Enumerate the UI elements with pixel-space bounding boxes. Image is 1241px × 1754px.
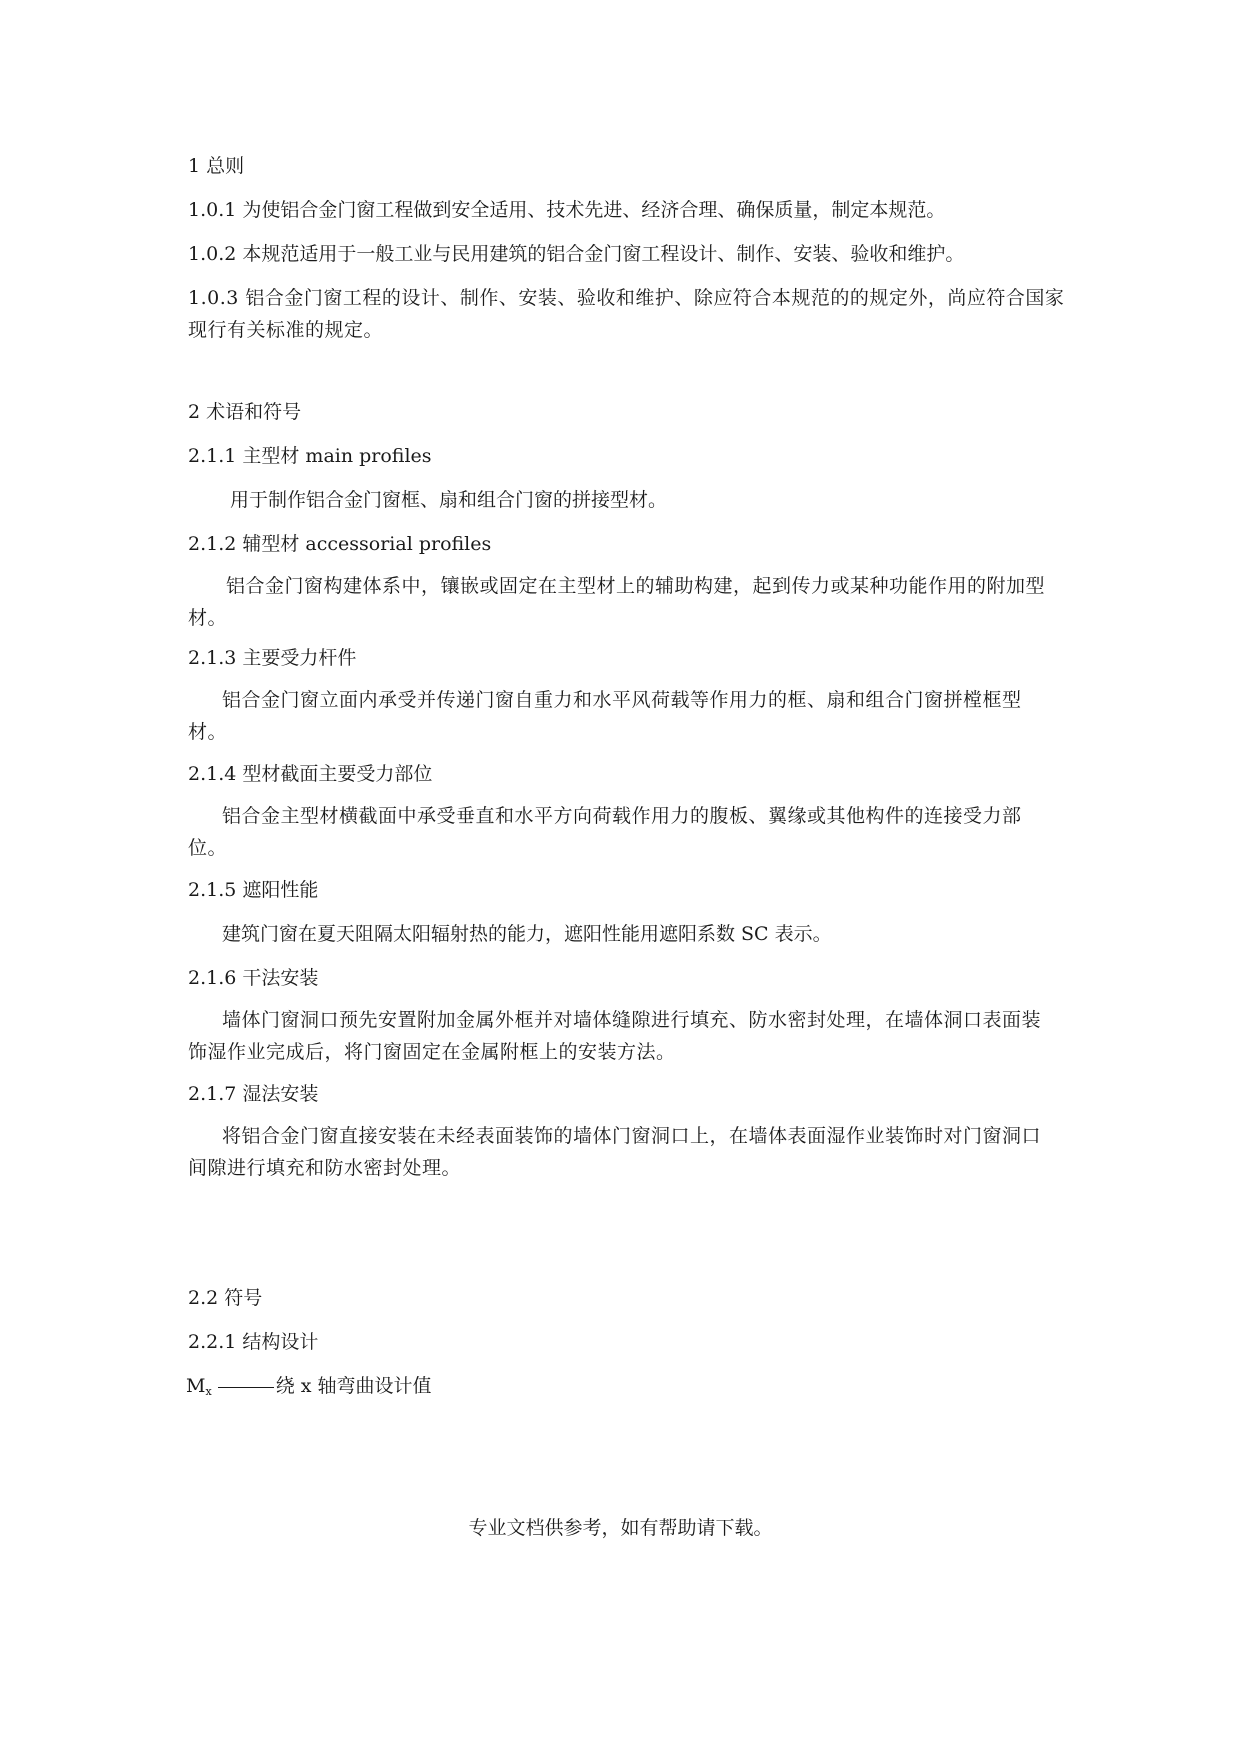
clause-2-1-1-title: 2.1.1 主型材 main profiles xyxy=(188,445,432,467)
clause-1-0-2: 1.0.2 本规范适用于一般工业与民用建筑的铝合金门窗工程设计、制作、安装、验收和维护。 xyxy=(188,243,965,265)
clause-2-1-4-title: 2.1.4 型材截面主要受力部位 xyxy=(188,763,433,785)
clause-2-1-1-body: 用于制作铝合金门窗框、扇和组合门窗的拼接型材。 xyxy=(230,489,668,511)
clause-2-1-2-title: 2.1.2 辅型材 accessorial profiles xyxy=(188,533,492,555)
clause-2-1-7-body: 将铝合金门窗直接安装在未经表面装饰的墙体门窗洞口上，在墙体表面湿作业装饰时对门窗洞口间隙进行填充和防水密封处理。 xyxy=(188,1125,1042,1179)
section-2-2-title: 2.2 符号 xyxy=(188,1287,263,1309)
clause-2-1-6-title: 2.1.6 干法安装 xyxy=(188,967,319,989)
section-1-title: 1 总则 xyxy=(188,155,245,177)
symbol-description: 绕 x 轴弯曲设计值 xyxy=(275,1375,432,1397)
section-2-title: 2 术语和符号 xyxy=(188,401,302,423)
clause-2-1-3-body: 铝合金门窗立面内承受并传递门窗自重力和水平风荷载等作用力的框、扇和组合门窗拼樘框型材。 xyxy=(188,689,1022,743)
clause-2-1-5-title: 2.1.5 遮阳性能 xyxy=(188,879,319,901)
clause-2-2-1-title: 2.2.1 结构设计 xyxy=(188,1331,319,1353)
clause-2-1-7-title: 2.1.7 湿法安装 xyxy=(188,1083,319,1105)
clause-1-0-3: 1.0.3 铝合金门窗工程的设计、制作、安装、验收和维护、除应符合本规范的的规定外，尚应符合国家现行有关标准的规定。 xyxy=(188,287,1065,341)
clause-2-1-4-body: 铝合金主型材横截面中承受垂直和水平方向荷载作用力的腹板、翼缘或其他构件的连接受力部位。 xyxy=(188,805,1022,859)
clause-2-1-3-title: 2.1.3 主要受力杆件 xyxy=(188,647,357,669)
page-footer: 专业文档供参考，如有帮助请下载。 xyxy=(468,1517,773,1539)
symbol-subscript-x: x xyxy=(205,1385,212,1398)
clause-1-0-1: 1.0.1 为使铝合金门窗工程做到安全适用、技术先进、经济合理、确保质量，制定本规范。 xyxy=(188,199,946,221)
symbol-mx-definition xyxy=(186,1374,431,1404)
clause-2-1-6-body: 墙体门窗洞口预先安置附加金属外框并对墙体缝隙进行填充、防水密封处理，在墙体洞口表面装饰湿作业完成后，将门窗固定在金属附框上的安装方法。 xyxy=(188,1009,1042,1063)
em-dash xyxy=(218,1387,274,1388)
clause-2-1-2-body: 铝合金门窗构建体系中，镶嵌或固定在主型材上的辅助构建，起到传力或某种功能作用的附加型材。 xyxy=(188,575,1046,629)
clause-2-1-5-body: 建筑门窗在夏天阻隔太阳辐射热的能力，遮阳性能用遮阳系数 SC 表示。 xyxy=(222,923,832,945)
symbol-m: M xyxy=(186,1375,206,1397)
